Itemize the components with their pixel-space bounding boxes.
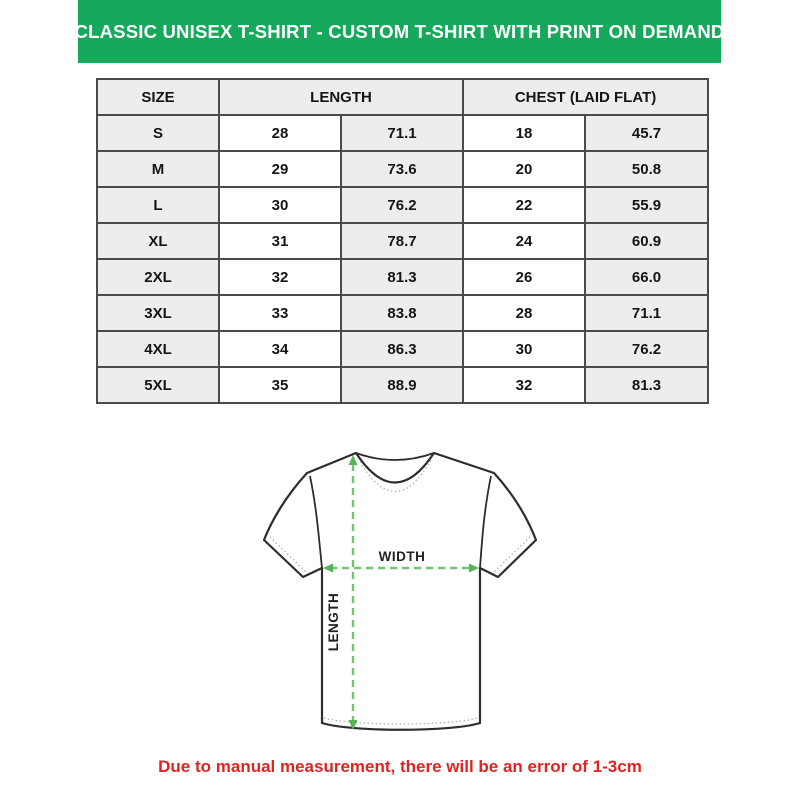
chest-cm-cell: 45.7	[585, 115, 708, 151]
chest-in-cell: 20	[463, 151, 585, 187]
tshirt-outline	[264, 453, 536, 730]
length-label: LENGTH	[326, 592, 341, 652]
chest-cm-cell: 81.3	[585, 367, 708, 403]
length-in-cell: 32	[219, 259, 341, 295]
length-cm-cell: 81.3	[341, 259, 463, 295]
chest-cm-cell: 76.2	[585, 331, 708, 367]
table-row	[97, 223, 708, 259]
length-in-cell: 31	[219, 223, 341, 259]
chest-in-cell: 24	[463, 223, 585, 259]
length-cm-cell: 73.6	[341, 151, 463, 187]
banner-title: CLASSIC UNISEX T-SHIRT - CUSTOM T-SHIRT WITH PRINT ON DEMAND	[74, 20, 725, 42]
size-cell: 5XL	[97, 367, 219, 403]
table-row	[97, 367, 708, 403]
column-header-chest: CHEST (LAID FLAT)	[463, 79, 708, 115]
measurement-error-note: Due to manual measurement, there will be an error of 1-3cm	[158, 757, 642, 776]
chest-in-cell: 32	[463, 367, 585, 403]
length-cm-cell: 88.9	[341, 367, 463, 403]
column-header-length: LENGTH	[219, 79, 463, 115]
table-row	[97, 187, 708, 223]
chest-in-cell: 26	[463, 259, 585, 295]
size-cell: S	[97, 115, 219, 151]
width-label: WIDTH	[378, 549, 426, 564]
size-cell: 4XL	[97, 331, 219, 367]
size-cell: L	[97, 187, 219, 223]
tshirt-svg	[240, 440, 560, 740]
table-row	[97, 115, 708, 151]
length-cm-cell: 78.7	[341, 223, 463, 259]
banner	[74, 0, 725, 63]
length-cm-cell: 71.1	[341, 115, 463, 151]
length-in-cell: 34	[219, 331, 341, 367]
size-cell: XL	[97, 223, 219, 259]
length-cm-cell: 86.3	[341, 331, 463, 367]
table-row	[97, 259, 708, 295]
size-chart-table	[96, 78, 709, 404]
length-in-cell: 29	[219, 151, 341, 187]
size-cell: M	[97, 151, 219, 187]
table-row	[97, 151, 708, 187]
length-cm-cell: 76.2	[341, 187, 463, 223]
size-cell: 3XL	[97, 295, 219, 331]
chest-cm-cell: 55.9	[585, 187, 708, 223]
chest-cm-cell: 50.8	[585, 151, 708, 187]
length-in-cell: 30	[219, 187, 341, 223]
collar-back-line	[356, 453, 434, 460]
chest-in-cell: 18	[463, 115, 585, 151]
length-in-cell: 33	[219, 295, 341, 331]
length-cm-cell: 83.8	[341, 295, 463, 331]
length-in-cell: 35	[219, 367, 341, 403]
size-cell: 2XL	[97, 259, 219, 295]
chest-in-cell: 28	[463, 295, 585, 331]
chest-in-cell: 30	[463, 331, 585, 367]
chest-cm-cell: 60.9	[585, 223, 708, 259]
table-header-row	[97, 79, 708, 115]
table-row	[97, 295, 708, 331]
tshirt-diagram	[240, 440, 560, 740]
chest-cm-cell: 66.0	[585, 259, 708, 295]
length-in-cell: 28	[219, 115, 341, 151]
chest-cm-cell: 71.1	[585, 295, 708, 331]
column-header-size: SIZE	[97, 79, 219, 115]
chest-in-cell: 22	[463, 187, 585, 223]
table-row	[97, 331, 708, 367]
